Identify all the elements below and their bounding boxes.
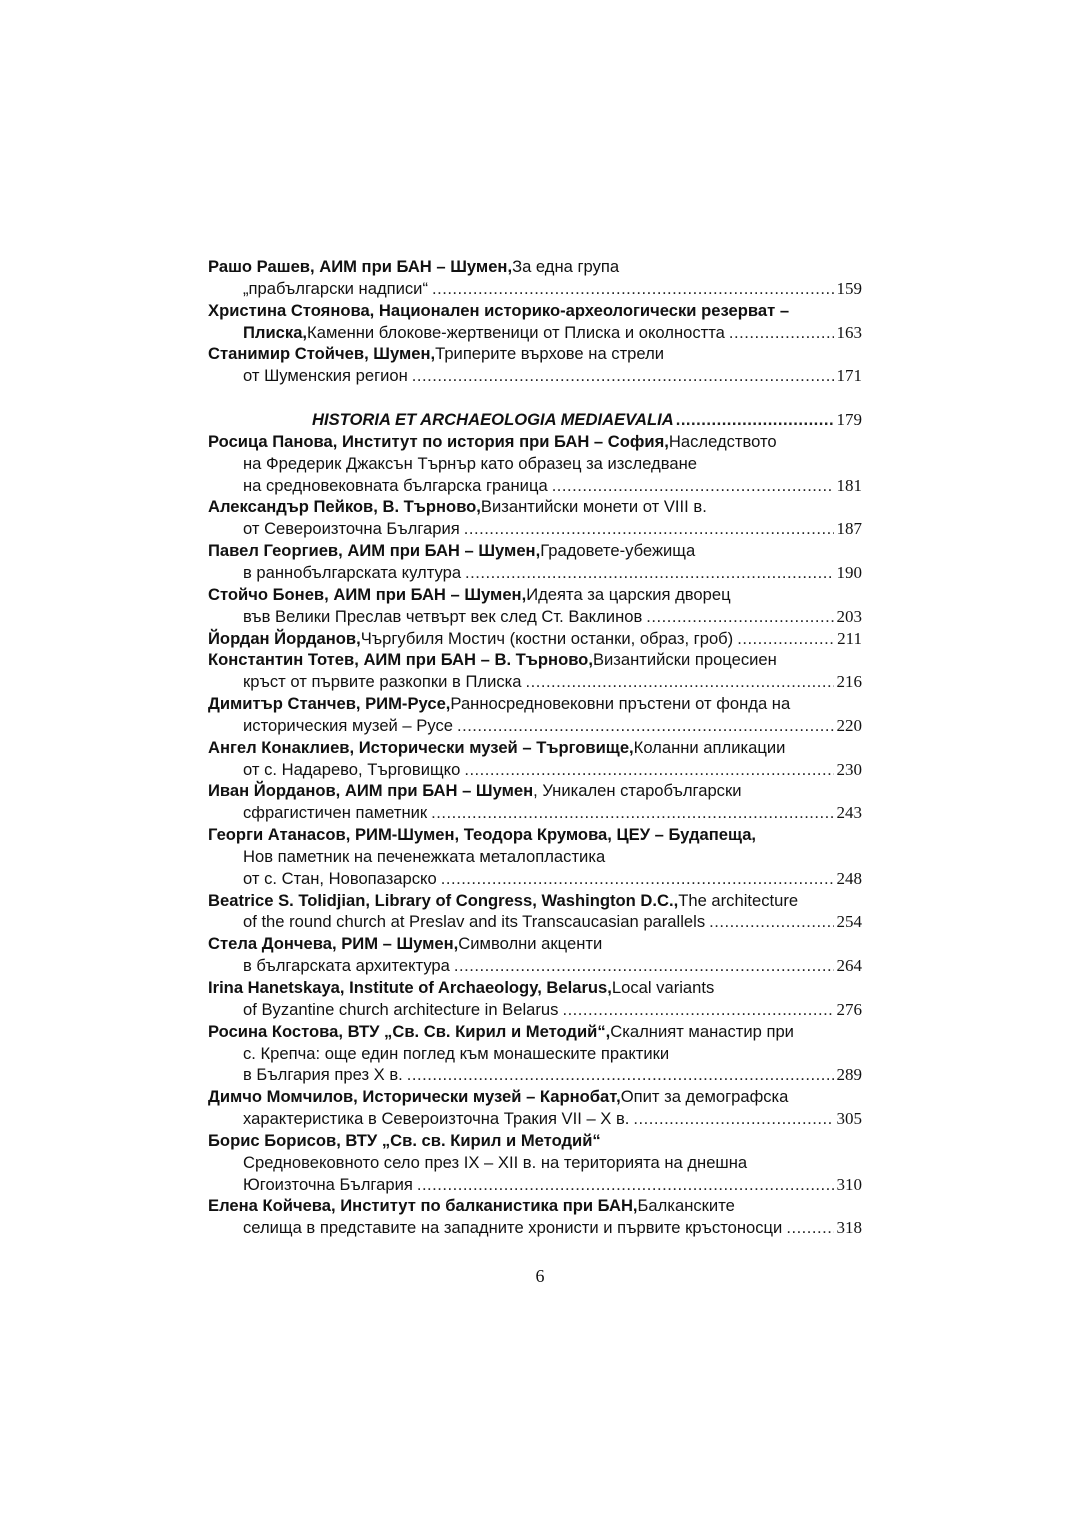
- entry-page-number: 190: [836, 562, 862, 582]
- dot-leader: [464, 518, 834, 540]
- entry-title: , Уникален старобългарски: [533, 781, 742, 801]
- toc-entry: [208, 1130, 862, 1196]
- toc-entry-line: [208, 671, 862, 693]
- entry-title: Балканските: [637, 1196, 735, 1216]
- toc-entry-line: [208, 518, 862, 540]
- toc-entry-line: [208, 365, 862, 387]
- entry-title: от Шуменския регион: [243, 366, 408, 386]
- toc-entry: [208, 737, 862, 781]
- entry-title: сфрагистичен паметник: [243, 803, 428, 823]
- entry-title: Византийски процесиен: [592, 650, 777, 670]
- toc-entry-line: [208, 911, 862, 933]
- toc-entry-line: [208, 824, 862, 846]
- entry-title: Скалният манастир при: [610, 1021, 794, 1041]
- dot-leader: [676, 409, 834, 431]
- dot-leader: [709, 911, 833, 933]
- toc-entry-line: [208, 1108, 862, 1130]
- entry-title: Идеята за царския дворец: [526, 584, 731, 604]
- toc-entry-line: [208, 1130, 862, 1152]
- toc-entry-line: [208, 496, 862, 518]
- toc-entry-line: [208, 300, 862, 322]
- toc-entry-line: [208, 933, 862, 955]
- entry-author: Рашо Рашев, АИМ при БАН – Шумен,: [208, 257, 513, 276]
- toc-entry: [208, 496, 862, 540]
- entry-title: на Фредерик Джаксън Търнър като образец за изследване: [243, 453, 697, 473]
- toc-entry-line: [208, 868, 862, 890]
- entry-title: Средновековното село през IX – XII в. на територията на днешна: [243, 1152, 748, 1172]
- dot-leader: [407, 1064, 834, 1086]
- entry-title: Нов паметник на печенежката металопластика: [243, 846, 606, 866]
- entry-page-number: 211: [837, 628, 862, 648]
- toc-entry-line: [208, 1195, 862, 1217]
- toc-entry: [208, 256, 862, 300]
- entry-title: Чъргубиля Мостич (костни останки, образ, гроб): [360, 628, 734, 648]
- entry-author: Irina Hanetskaya, Institute of Archaeology, Belarus,: [208, 978, 612, 997]
- toc-entry-line: [208, 584, 862, 606]
- entry-author: Елена Койчева, Институт по балканистика при БАН,: [208, 1196, 638, 1216]
- toc-entry: [208, 300, 862, 344]
- entry-title: Югоизточна България: [243, 1174, 413, 1194]
- entry-title: Символни акценти: [458, 934, 603, 954]
- entry-author: Иван Йорданов, АИМ при БАН – Шумен: [208, 781, 534, 801]
- dot-leader: [562, 999, 833, 1021]
- entry-title: Local variants: [611, 978, 715, 997]
- dot-leader: [786, 1217, 833, 1239]
- toc-entry-line: [208, 1217, 862, 1239]
- entry-title: Наследството: [668, 431, 777, 451]
- entry-page-number: 216: [836, 672, 862, 692]
- toc-entry: [208, 890, 862, 934]
- entry-page-number: 264: [836, 956, 862, 976]
- toc-entry-line: [208, 606, 862, 628]
- dot-leader: [464, 759, 833, 781]
- toc-entry-line: [208, 693, 862, 715]
- dot-leader: [454, 955, 834, 977]
- toc-entry-line: [208, 540, 862, 562]
- entry-author: Димитър Станчев, РИМ-Русе,: [208, 694, 451, 714]
- entry-title: Византийски монети от VIII в.: [480, 497, 707, 517]
- entry-title: Опит за демографска: [620, 1087, 789, 1107]
- entry-author: Константин Тотев, АИМ при БАН – В. Търново,: [208, 650, 593, 670]
- toc-entry: [208, 649, 862, 693]
- entry-page-number: 248: [836, 868, 862, 888]
- entry-page-number: 203: [836, 606, 862, 626]
- toc-entry: [208, 1021, 862, 1087]
- entry-title: във Велики Преслав четвърт век след Ст. Ваклинов: [243, 606, 643, 626]
- toc-entry-line: [208, 759, 862, 781]
- entry-title: в България през Х в.: [243, 1065, 403, 1085]
- entry-author: Плиска,: [243, 322, 308, 342]
- toc-entry-line: [208, 846, 862, 868]
- entry-page-number: 318: [836, 1218, 862, 1238]
- toc-entry: [208, 977, 862, 1021]
- page-number-folio: 6: [535, 1266, 545, 1286]
- toc-entry-line: [208, 562, 862, 584]
- entry-page-number: 163: [836, 322, 862, 342]
- entry-title: Градовете-убежища: [540, 541, 696, 561]
- entry-title: of Byzantine church architecture in Belarus: [243, 999, 559, 1019]
- section-page-number: 179: [836, 410, 862, 430]
- entry-page-number: 230: [836, 759, 862, 779]
- entry-author: Борис Борисов, ВТУ „Св. св. Кирил и Методий“: [208, 1130, 601, 1150]
- toc-section-heading: [208, 409, 862, 431]
- entry-title: Каменни блокове-жертвеници от Плиска и околността: [307, 322, 725, 342]
- toc-entry-line: [208, 780, 862, 802]
- dot-leader: [526, 671, 834, 693]
- toc-entry-line: [208, 1064, 862, 1086]
- entry-author: Александър Пейков, В. Търново,: [208, 497, 481, 517]
- entry-title: характеристика в Североизточна Тракия VII – X в.: [243, 1109, 630, 1129]
- entry-title: в раннобългарската култура: [243, 562, 462, 582]
- toc-entry-line: [208, 955, 862, 977]
- entry-page-number: 289: [836, 1065, 862, 1085]
- toc-entry-line: [208, 890, 862, 912]
- entry-page-number: 276: [836, 999, 862, 1019]
- entry-page-number: 159: [836, 278, 862, 298]
- dot-leader: [552, 475, 834, 497]
- toc-entry: [208, 584, 862, 628]
- entry-title: от с. Надарево, Търговищко: [243, 759, 461, 779]
- entry-author: Beatrice S. Tolidjian, Library of Congress, Washington D.C.,: [208, 890, 679, 910]
- toc-entry-line: [208, 453, 862, 475]
- entry-author: Стела Дончева, РИМ – Шумен,: [208, 934, 459, 954]
- toc-entry: [208, 1086, 862, 1130]
- entry-author: Стойчо Бонев, АИМ при БАН – Шумен,: [208, 584, 527, 604]
- entry-title: от с. Стан, Новопазарско: [243, 868, 437, 888]
- dot-leader: [465, 562, 833, 584]
- entry-title: За една група: [512, 257, 620, 276]
- toc-group-after: [208, 431, 862, 1239]
- entry-title: в българската архитектура: [243, 956, 450, 976]
- entry-page-number: 171: [836, 366, 862, 386]
- entry-page-number: 187: [836, 519, 862, 539]
- toc-entry-line: [208, 1043, 862, 1065]
- entry-author: Йордан Йорданов,: [208, 628, 361, 648]
- entry-title: кръст от първите разкопки в Плиска: [243, 672, 522, 692]
- toc-entry: [208, 693, 862, 737]
- entry-page-number: 181: [836, 475, 862, 495]
- entry-author: Росина Костова, ВТУ „Св. Св. Кирил и Методий“,: [208, 1021, 611, 1041]
- dot-leader: [431, 802, 833, 824]
- entry-title: историческия музей – Русе: [243, 715, 453, 735]
- toc-entry-line: [208, 475, 862, 497]
- entry-page-number: 220: [836, 715, 862, 735]
- dot-leader: [457, 715, 834, 737]
- entry-title: на средновековната българска граница: [243, 475, 548, 495]
- toc-entry: [208, 780, 862, 824]
- toc-group-before: [208, 256, 862, 387]
- dot-leader: [412, 365, 834, 387]
- entry-title: Триперите върхове на стрели: [435, 344, 665, 364]
- toc-entry-line: [208, 999, 862, 1021]
- entry-page-number: 243: [836, 803, 862, 823]
- entry-author: Георги Атанасов, РИМ-Шумен, Теодора Крумова, ЦЕУ – Будапеща,: [208, 825, 757, 845]
- entry-title: „прабългарски надписи“: [243, 278, 428, 298]
- dot-leader: [417, 1174, 834, 1196]
- toc-entry: [208, 1195, 862, 1239]
- toc-entry-line: [208, 1174, 862, 1196]
- entry-author: Ангел Конаклиев, Исторически музей – Търговище,: [208, 737, 634, 757]
- entry-title: Ранносредновековни пръстени от фонда на: [450, 694, 791, 714]
- toc-entry-line: [208, 802, 862, 824]
- dot-leader: [633, 1108, 833, 1130]
- toc-entry-line: [208, 322, 862, 344]
- toc-entry-line: [208, 1021, 862, 1043]
- entry-author: Павел Георгиев, АИМ при БАН – Шумен,: [208, 541, 541, 561]
- toc-entry-line: [208, 1086, 862, 1108]
- dot-leader: [441, 868, 834, 890]
- entry-title: от Североизточна България: [243, 519, 460, 539]
- dot-leader: [432, 278, 834, 300]
- toc-entry-line: [208, 977, 862, 999]
- dot-leader: [737, 628, 834, 650]
- toc-entry: [208, 824, 862, 890]
- entry-title: of the round church at Preslav and its Transcaucasian parallels: [243, 912, 706, 932]
- toc-entry-line: [208, 715, 862, 737]
- toc-entry: [208, 431, 862, 497]
- dot-leader: [729, 322, 834, 344]
- entry-page-number: 305: [836, 1109, 862, 1129]
- toc-entry-line: [208, 256, 862, 278]
- entry-author: Димчо Момчилов, Исторически музей – Карнобат,: [208, 1087, 621, 1107]
- entry-title: с. Крепча: още един поглед към монашеските практики: [243, 1043, 670, 1063]
- entry-page-number: 254: [836, 912, 862, 932]
- entry-page-number: 310: [836, 1174, 862, 1194]
- table-of-contents: [208, 256, 862, 1239]
- entry-author: Станимир Стойчев, Шумен,: [208, 344, 436, 364]
- entry-author: Росица Панова, Институт по история при БАН – София,: [208, 431, 669, 451]
- dot-leader: [646, 606, 833, 628]
- toc-entry-line: [208, 278, 862, 300]
- toc-entry: [208, 933, 862, 977]
- entry-author: Христина Стоянова, Национален историко-археологически резерват –: [208, 300, 790, 320]
- toc-entry-line: [208, 649, 862, 671]
- entry-title: The architecture: [678, 890, 799, 910]
- toc-entry-line: [208, 737, 862, 759]
- toc-entry-line: [208, 1152, 862, 1174]
- toc-entry-line: [208, 343, 862, 365]
- toc-entry-line: [208, 628, 862, 650]
- toc-entry: [208, 343, 862, 387]
- entry-title: Коланни апликации: [633, 737, 786, 757]
- toc-entry-line: [208, 431, 862, 453]
- toc-entry: [208, 540, 862, 584]
- entry-title: селища в представите на западните хронисти и първите кръстоносци: [243, 1218, 783, 1238]
- section-title: HISTORIA ET ARCHAEOLOGIA MEDIAEVALIA: [312, 410, 674, 430]
- toc-entry: [208, 628, 862, 650]
